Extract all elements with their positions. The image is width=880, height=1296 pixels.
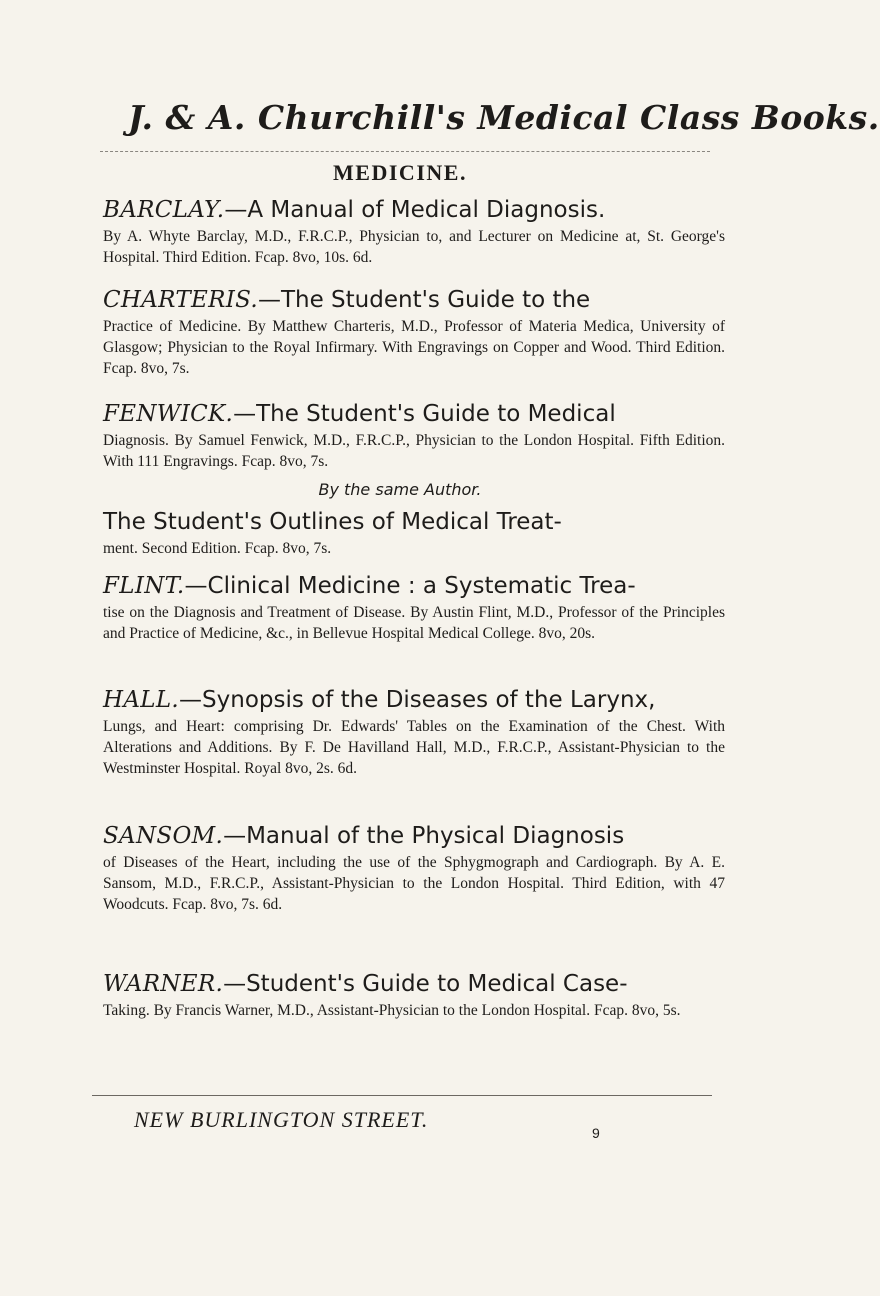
entry-description: Diagnosis. By Samuel Fenwick, M.D., F.R.C.P., Physician to the London Hospital. Fifth Edition. With 111 Engravings. Fcap. 8vo, 7s. [103,432,725,470]
entry-fenwick [103,398,725,472]
entry-title: —The Student's Guide to the [257,287,591,313]
footer-rule [92,1095,712,1096]
entry-author: FLINT. [103,573,185,599]
entry-flint [103,570,725,644]
entry-title: The Student's Outlines of Medical Treat- [103,509,562,535]
entry-title: —A Manual of Medical Diagnosis. [224,197,606,223]
entry-title: —Student's Guide to Medical Case- [223,971,628,997]
entry-charteris [103,284,725,379]
header-rule [100,151,710,152]
running-head: J. & A. Churchill's Medical Class Books. [128,98,880,137]
entry-description: of Diseases of the Heart, including the use of the Sphygmograph and Cardiograph. By A. E. Sansom, M.D., F.R.C.P., Assistant-Physician to the London Hospital. Third Edition, with 47 Woodcuts. Fcap. 8vo, 7s. 6d. [103,854,725,913]
page-number: 9 [592,1125,600,1141]
entry-barclay [103,194,725,268]
entry-author: BARCLAY. [103,197,225,223]
entry-title: —Clinical Medicine : a Systematic Trea- [184,573,636,599]
entry-fenwick-outlines [103,506,725,559]
section-title: MEDICINE. [333,160,467,185]
entry-author: CHARTERIS. [103,287,258,313]
entry-author: HALL. [103,687,180,713]
entry-sansom [103,820,725,915]
entry-hall [103,684,725,779]
entry-description: tise on the Diagnosis and Treatment of Disease. By Austin Flint, M.D., Professor of the Principles and Practice of Medicine, &c., in Bellevue Hospital Medical College. 8vo, 20s. [103,604,725,642]
entry-description: Lungs, and Heart: comprising Dr. Edwards' Tables on the Examination of the Chest. With Alterations and Additions. By F. De Havilland Hall, M.D., F.R.C.P., Assistant-Physician to the Westminster Hospital. Royal 8vo, 2s. 6d. [103,718,725,777]
footer-street: NEW BURLINGTON STREET. [134,1107,429,1132]
entry-title: —Manual of the Physical Diagnosis [223,823,625,849]
entry-author: FENWICK. [103,401,234,427]
entry-title: —Synopsis of the Diseases of the Larynx, [179,687,656,713]
entry-warner [103,968,725,1021]
entry-description: Practice of Medicine. By Matthew Charteris, M.D., Professor of Materia Medica, University of Glasgow; Physician to the Royal Infirmary. With Engravings on Copper and Wood. Third Edition. Fcap. 8vo, 7s. [103,318,725,377]
entry-author: SANSOM. [103,823,224,849]
entry-description: By A. Whyte Barclay, M.D., F.R.C.P., Physician to, and Lecturer on Medicine at, St. George's Hospital. Third Edition. Fcap. 8vo, 10s. 6d. [103,228,725,266]
entry-description: ment. Second Edition. Fcap. 8vo, 7s. [103,540,332,557]
entry-title: —The Student's Guide to Medical [233,401,616,427]
byline: By the same Author. [318,480,482,499]
entry-author: WARNER. [103,971,224,997]
entry-description: Taking. By Francis Warner, M.D., Assistant-Physician to the London Hospital. Fcap. 8vo, 5s. [103,1002,681,1019]
